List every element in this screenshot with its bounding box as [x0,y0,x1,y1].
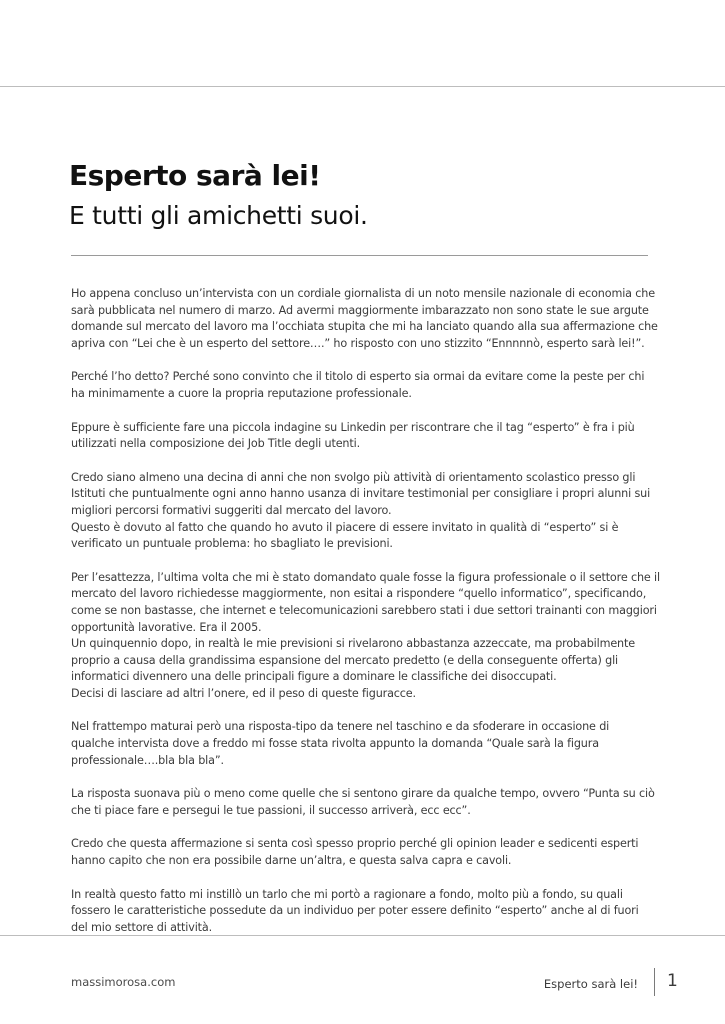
text-line: migliori percorsi formativi suggeriti dal mercato del lavoro. [71,503,392,517]
text-line: hanno capito che non era possibile darne un’altra, e questa salva capra e cavoli. [71,854,512,868]
text-line: Nel frattempo maturai però una risposta-tipo da tenere nel taschino e da sfoderare in occasione di [71,720,610,734]
text-line: che ti piace fare e persegui le tue passioni, il successo arriverà, ecc ecc”. [71,803,471,817]
title-divider [71,255,648,256]
text-line: Questo è dovuto al fatto che quando ho avuto il piacere di essere invitato in qualità di “esperto” si è [71,520,619,534]
article-title: Esperto sarà lei! [69,159,321,192]
text-line: apriva con “Lei che è un esperto del settore….” ho risposto con uno stizzito “Ennnnnò, esperto sarà lei!”. [71,336,645,350]
text-line: qualche intervista dove a freddo mi fosse stata rivolta appunto la domanda “Quale sarà la figura [71,737,599,751]
text-line: In realtà questo fatto mi instillò un tarlo che mi portò a ragionare a fondo, molto più a fondo, su quali [71,887,623,901]
text-line: Credo che questa affermazione si senta così spesso proprio perché gli opinion leader e sedicenti esperti [71,837,639,851]
text-line: sarà pubblicata nel numero di marzo. Ad avermi maggiormente imbarazzato non sono state le sue argute [71,303,649,317]
text-line: ha minimamente a cuore la propria reputazione professionale. [71,386,412,400]
text-line: fossero le caratteristiche possedute da un individuo per poter essere definito “esperto” anche al di fuori [71,904,639,918]
text-line: Perché l’ho detto? Perché sono convinto che il titolo di esperto sia ormai da evitare come la peste per chi [71,370,645,384]
paragraph [71,470,656,553]
text-line: Ho appena concluso un’intervista con un cordiale giornalista di un noto mensile nazionale di economia che [71,287,655,300]
header-rule [0,86,725,87]
text-line: Eppure è sufficiente fare una piccola indagine su Linkedin per riscontrare che il tag “esperto” è fra i più [71,420,635,434]
footer-site-url: massimorosa.com [71,975,176,989]
article-body [71,286,660,953]
text-line: Istituti che puntualmente ogni anno hanno usanza di invitare testimonial per consigliare i propri alunni sui [71,487,651,501]
text-line: Un quinquennio dopo, in realtà le mie previsioni si rivelarono abbastanza azzeccate, ma probabilmente [71,637,635,651]
text-line: La risposta suonava più o meno come quelle che si sentono girare da qualche tempo, ovvero “Punta su ciò [71,787,655,801]
text-line: mercato del lavoro richiedesse maggiormente, non esitai a rispondere “quello informatico”, specificando, [71,587,647,601]
text-line: domande sul mercato del lavoro ma l’occhiata stupita che mi ha lanciato quando alla sua affermazione che [71,320,658,334]
text-line: opportunità lavorative. Era il 2005. [71,620,262,634]
paragraph [71,786,656,819]
footer-divider [654,968,655,996]
text-line: Credo siano almeno una decina di anni che non svolgo più attività di orientamento scolastico presso gli [71,470,636,484]
paragraph [71,719,656,769]
text-line: come se non bastasse, che internet e telecomunicazioni sarebbero stati i due settori trainanti con maggiori [71,603,657,617]
paragraph [71,836,656,869]
paragraph [71,570,660,703]
text-line: proprio a causa della grandissima espansione del mercato predetto (e della conseguente offerta) gli [71,653,618,667]
page-number: 1 [667,971,678,991]
paragraph [71,887,656,937]
paragraph [71,286,656,352]
article-subtitle: E tutti gli amichetti suoi. [69,201,368,230]
text-line: Decisi di lasciare ad altri l’onere, ed il peso di queste figuracce. [71,686,416,700]
footer-rule [0,935,725,936]
text-line: verificato un puntuale problema: ho sbagliato le previsioni. [71,537,393,551]
text-line: Per l’esattezza, l’ultima volta che mi è stato domandato quale fosse la figura professionale o il settore che il [71,570,660,584]
text-line: utilizzati nella composizione dei Job Title degli utenti. [71,437,360,451]
paragraph [71,420,656,453]
footer-document-title: Esperto sarà lei! [543,977,638,991]
text-line: del mio settore di attività. [71,920,213,934]
paragraph [71,369,656,402]
text-line: professionale….bla bla bla”. [71,753,224,767]
text-line: informatici divennero una delle principali figure a dominare le classifiche dei disoccupati. [71,670,557,684]
